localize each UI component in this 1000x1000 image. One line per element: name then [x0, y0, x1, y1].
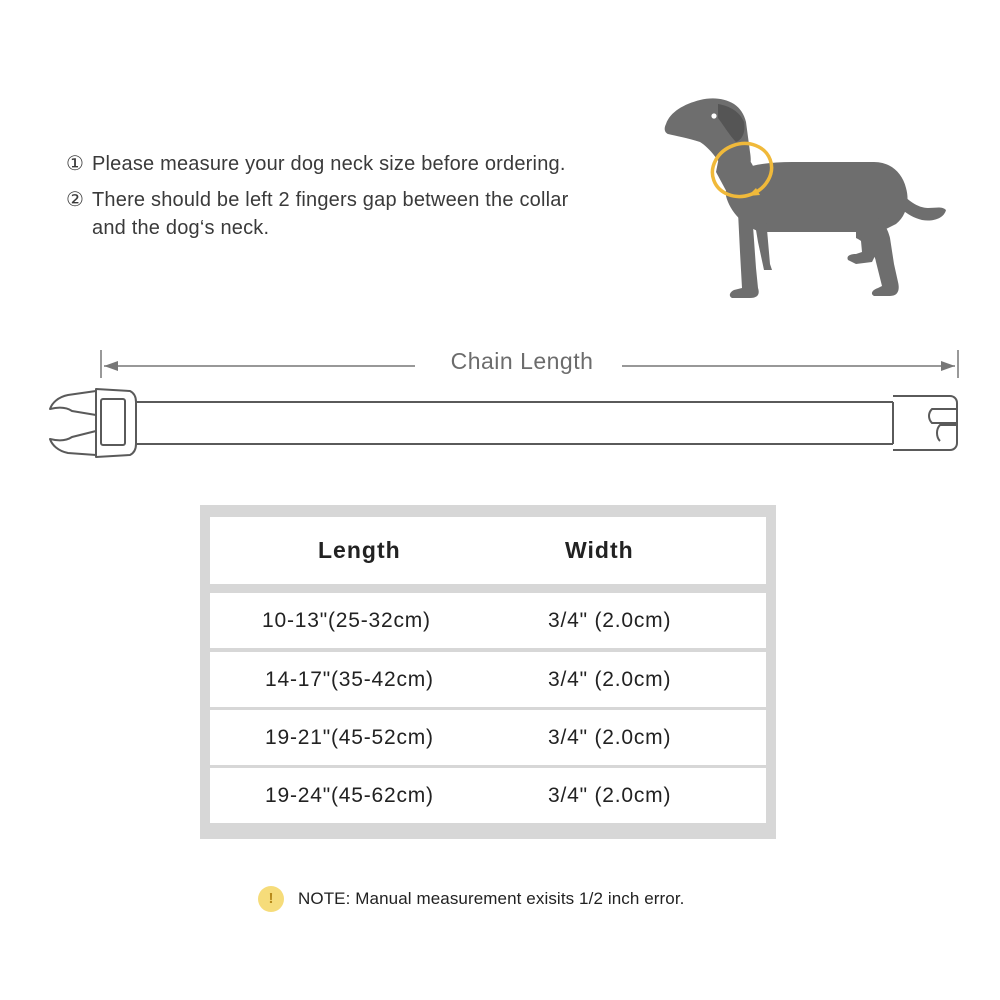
instruction-1 [66, 150, 666, 178]
chain-length-label: Chain Length [422, 348, 622, 375]
header-width: Width [565, 537, 634, 563]
instruction-1-marker: ① [66, 153, 85, 175]
table-row [210, 710, 766, 765]
collar-strap-diagram [0, 385, 1000, 460]
instruction-2 [66, 186, 586, 242]
header-length: Length [318, 537, 401, 563]
row-2-width: 3/4" (2.0cm) [548, 667, 672, 691]
table-row [210, 593, 766, 648]
row-4-length: 19-24"(45-62cm) [265, 783, 434, 807]
warning-icon: ! [258, 886, 284, 912]
instruction-1-text: Please measure your dog neck size before ordering. [92, 153, 566, 175]
note-text: NOTE: Manual measurement exisits 1/2 inch error. [298, 889, 685, 908]
row-1-width: 3/4" (2.0cm) [548, 608, 672, 632]
table-row [210, 652, 766, 707]
row-3-width: 3/4" (2.0cm) [548, 725, 672, 749]
row-2-length: 14-17"(35-42cm) [265, 667, 434, 691]
row-4-width: 3/4" (2.0cm) [548, 783, 672, 807]
row-3-length: 19-21"(45-52cm) [265, 725, 434, 749]
note [258, 886, 685, 912]
size-table [200, 505, 776, 839]
instruction-2-text: There should be left 2 fingers gap between the collar and the dog‘s neck. [92, 189, 569, 239]
table-row [210, 768, 766, 823]
dog-silhouette-icon [660, 92, 950, 307]
instruction-2-marker: ② [66, 189, 85, 211]
table-header-row [210, 517, 766, 584]
instructions [66, 150, 666, 242]
row-1-length: 10-13"(25-32cm) [262, 608, 431, 632]
